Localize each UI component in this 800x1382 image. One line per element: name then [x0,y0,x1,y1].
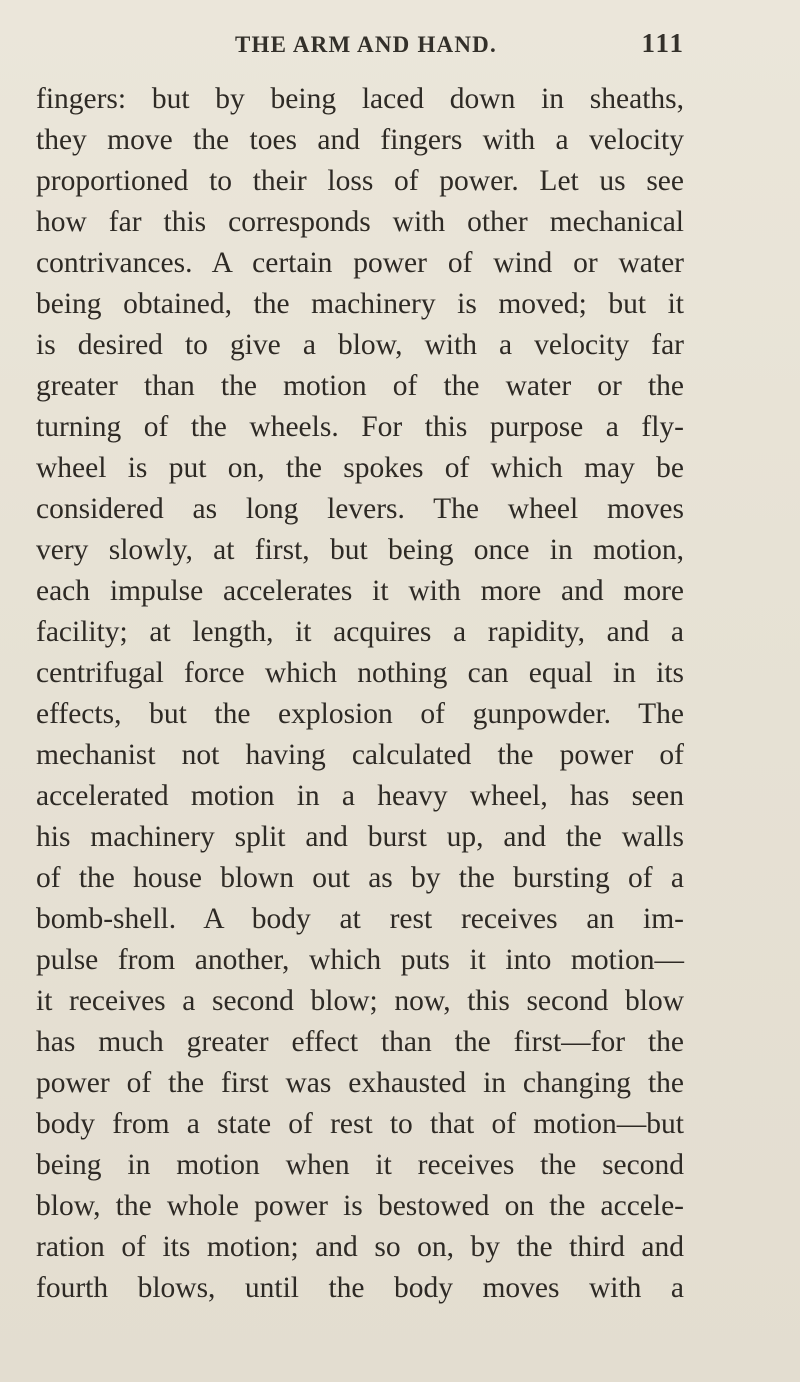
text-line: facility; at length, it acquires a rapidity, and a [36,616,684,648]
text-line: mechanist not having calculated the power of [36,739,684,771]
text-line: contrivances. A certain power of wind or water [36,247,684,279]
text-line: centrifugal force which nothing can equal in its [36,657,684,689]
text-line: proportioned to their loss of power. Let us see [36,165,684,197]
text-line: his machinery split and burst up, and the walls [36,821,684,853]
running-head: THE ARM AND HAND. [235,32,497,57]
text-line: greater than the motion of the water or the [36,370,684,402]
text-line: how far this corresponds with other mechanical [36,206,684,238]
text-line: they move the toes and fingers with a velocity [36,124,684,156]
text-line: power of the first was exhausted in changing the [36,1067,684,1099]
text-line: wheel is put on, the spokes of which may be [36,452,684,484]
text-line: each impulse accelerates it with more and more [36,575,684,607]
text-line: blow, the whole power is bestowed on the accele- [36,1190,684,1222]
text-line: ration of its motion; and so on, by the third and [36,1231,684,1263]
text-line: accelerated motion in a heavy wheel, has seen [36,780,684,812]
text-line: effects, but the explosion of gunpowder. The [36,698,684,730]
text-line: of the house blown out as by the bursting of a [36,862,684,894]
text-line: being in motion when it receives the second [36,1149,684,1181]
body-text [36,79,684,1309]
text-line: considered as long levers. The wheel moves [36,493,684,525]
text-line: body from a state of rest to that of motion—but [36,1108,684,1140]
text-line: fingers: but by being laced down in sheaths, [36,83,684,115]
page-header [235,28,685,68]
text-line: pulse from another, which puts it into motion— [36,944,684,976]
text-line: very slowly, at first, but being once in motion, [36,534,684,566]
text-line: turning of the wheels. For this purpose a fly- [36,411,684,443]
text-line: has much greater effect than the first—for the [36,1026,684,1058]
text-line: is desired to give a blow, with a velocity far [36,329,684,361]
text-line: bomb-shell. A body at rest receives an im- [36,903,684,935]
page-number: 111 [641,28,685,58]
text-line: being obtained, the machinery is moved; but it [36,288,684,320]
text-line: it receives a second blow; now, this second blow [36,985,684,1017]
text-line: fourth blows, until the body moves with a [36,1272,684,1304]
